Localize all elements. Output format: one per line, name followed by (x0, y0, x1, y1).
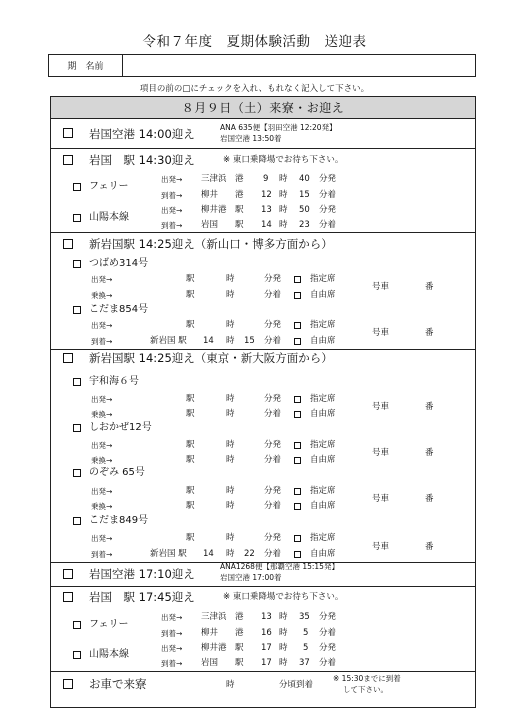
schedule-hour: 14 (261, 220, 272, 230)
schedule-fun: 分発 (319, 643, 337, 653)
car-arrival-ji: 時 (226, 680, 235, 690)
schedule-ji: 時 (279, 612, 288, 622)
schedule-kind: 出発→ (161, 175, 183, 184)
schedule-fun: 分着 (319, 658, 337, 668)
schedule-hour: 17 (261, 643, 272, 653)
schedule-ji: 時 (226, 290, 235, 300)
schedule-fun: 分着 (319, 220, 337, 230)
schedule-place: 柳井 港 (201, 628, 244, 638)
checkbox-train-shiokaze12[interactable] (73, 424, 81, 432)
station-suffix: 駅 (186, 394, 195, 404)
checkbox-reserved[interactable] (294, 535, 301, 542)
schedule-kind: 到着→ (161, 191, 183, 200)
schedule-fun: 分着 (264, 336, 282, 346)
schedule-place: 三津浜 港 (201, 612, 244, 622)
station-1430-note: ※ 東口乗降場でお待ち下さい。 (223, 155, 344, 165)
checkbox-unreserved[interactable] (294, 292, 301, 299)
schedule-kind: 出発→ (91, 487, 113, 496)
schedule-kind: 到着→ (91, 550, 113, 559)
divider (51, 586, 475, 587)
instruction-text: 項目の前の□にチェックを入れ、もれなく記入して下さい。 (139, 84, 370, 94)
schedule-kind: 出発→ (91, 275, 113, 284)
checkbox-train-nozomi65[interactable] (73, 469, 81, 477)
station-suffix: 駅 (186, 501, 195, 511)
station-suffix: 駅 (186, 290, 195, 300)
divider (51, 671, 475, 672)
schedule-ji: 時 (226, 501, 235, 511)
schedule-minute: 15 (244, 336, 255, 346)
schedule-ji: 時 (226, 549, 235, 559)
airport-1710-flight: ANA1268便【那覇空港 15:15発】 (220, 562, 339, 571)
schedule-fun: 分発 (264, 394, 282, 404)
reserved-label: 指定席 (310, 274, 336, 284)
schedule-hour: 13 (261, 205, 272, 215)
station-1745-note: ※ 東口乗降場でお待ち下さい。 (223, 592, 344, 602)
checkbox-unreserved[interactable] (294, 551, 301, 558)
station-suffix: 駅 (186, 533, 195, 543)
schedule-minute: 22 (244, 549, 255, 559)
schedule-ji: 時 (226, 336, 235, 346)
schedule-minute: 5 (303, 628, 309, 638)
seat-number-label: 番 (425, 448, 434, 458)
schedule-hour: 14 (203, 336, 214, 346)
car-number-label: 号車 (372, 494, 390, 504)
schedule-ji: 時 (226, 533, 235, 543)
schedule-kind: 出発→ (161, 613, 183, 622)
schedule-fun: 分発 (319, 205, 337, 215)
train-name: のぞみ 65号 (89, 467, 145, 478)
schedule-fun: 分発 (264, 533, 282, 543)
airport-1400-label: 岩国空港 14:00迎え (89, 127, 195, 141)
schedule-kind: 出発→ (91, 534, 113, 543)
seat-number-label: 番 (425, 542, 434, 552)
schedule-fun: 分着 (319, 628, 337, 638)
schedule-kind: 到着→ (161, 659, 183, 668)
unreserved-label: 自由席 (310, 336, 336, 346)
schedule-ji: 時 (226, 320, 235, 330)
schedule-place: 新岩国 駅 (150, 336, 187, 346)
checkbox-airport-1710[interactable] (63, 569, 73, 579)
checkbox-shin-iwakuni-east[interactable] (63, 353, 73, 363)
schedule-kind: 到着→ (91, 337, 113, 346)
checkbox-sanyo-1745[interactable] (73, 651, 81, 659)
unreserved-label: 自由席 (310, 455, 336, 465)
schedule-ji: 時 (279, 174, 288, 184)
train-name: こだま854号 (89, 304, 149, 315)
checkbox-ferry-1745[interactable] (73, 621, 81, 629)
schedule-hour: 13 (261, 612, 272, 622)
shin-iwakuni-east-label: 新岩国駅 14:25迎え（東京・新大阪方面から） (89, 351, 333, 365)
reserved-label: 指定席 (310, 486, 336, 496)
seat-number-label: 番 (425, 282, 434, 292)
schedule-minute: 23 (299, 220, 310, 230)
day-header: ８月９日（土）来寮・お迎え (51, 97, 475, 119)
airport-1400-arrival: 岩国空港 13:50着 (220, 134, 282, 143)
airport-1710-label: 岩国空港 17:10迎え (89, 567, 195, 581)
checkbox-airport-1400[interactable] (63, 128, 73, 138)
schedule-ji: 時 (226, 486, 235, 496)
car-number-label: 号車 (372, 328, 390, 338)
schedule-kind: 乗換→ (91, 456, 113, 465)
train-name: つばめ314号 (89, 258, 149, 269)
checkbox-unreserved[interactable] (294, 411, 301, 418)
checkbox-station-1430[interactable] (63, 155, 73, 165)
schedule-hour: 16 (261, 628, 272, 638)
car-number-label: 号車 (372, 448, 390, 458)
unreserved-label: 自由席 (310, 501, 336, 511)
schedule-minute: 15 (299, 190, 310, 200)
schedule-minute: 35 (299, 612, 310, 622)
schedule-fun: 分発 (264, 274, 282, 284)
unreserved-label: 自由席 (310, 290, 336, 300)
car-number-label: 号車 (372, 402, 390, 412)
ferry-label: フェリー (89, 181, 129, 192)
shin-iwakuni-west-label: 新岩国駅 14:25迎え（新山口・博多方面から） (89, 237, 333, 251)
checkbox-unreserved[interactable] (294, 338, 301, 345)
checkbox-train-kodama854[interactable] (73, 306, 81, 314)
car-arrival-label: お車で来寮 (89, 677, 147, 691)
checkbox-station-1745[interactable] (63, 592, 73, 602)
ferry-label: フェリー (89, 619, 129, 630)
schedule-ji: 時 (279, 658, 288, 668)
car-arrival-note-1: ※ 15:30までに到着 (333, 674, 401, 683)
schedule-minute: 50 (299, 205, 310, 215)
schedule-ji: 時 (279, 220, 288, 230)
schedule-fun: 分着 (264, 501, 282, 511)
train-name: こだま849号 (89, 515, 149, 526)
schedule-place: 柳井港 駅 (201, 643, 244, 653)
schedule-kind: 乗換→ (91, 410, 113, 419)
seat-number-label: 番 (425, 328, 434, 338)
car-arrival-note-2: して下さい。 (343, 685, 388, 694)
schedule-fun: 分発 (264, 486, 282, 496)
schedule-kind: 出発→ (161, 206, 183, 215)
station-suffix: 駅 (186, 486, 195, 496)
schedule-fun: 分発 (319, 174, 337, 184)
schedule-fun: 分着 (264, 455, 282, 465)
sanyo-label: 山陽本線 (89, 649, 129, 660)
train-name: 宇和海６号 (89, 376, 139, 387)
checkbox-train-tsubame[interactable] (73, 260, 81, 268)
checkbox-reserved[interactable] (294, 488, 301, 495)
schedule-hour: 12 (261, 190, 272, 200)
schedule-table (50, 96, 476, 708)
schedule-place: 三津浜 港 (201, 174, 244, 184)
schedule-place: 柳井港 駅 (201, 205, 244, 215)
schedule-fun: 分発 (319, 612, 337, 622)
schedule-ji: 時 (226, 409, 235, 419)
reserved-label: 指定席 (310, 440, 336, 450)
sanyo-label: 山陽本線 (89, 212, 129, 223)
checkbox-reserved[interactable] (294, 322, 301, 329)
schedule-place: 岩国 駅 (201, 658, 244, 668)
schedule-kind: 到着→ (161, 629, 183, 638)
checkbox-unreserved[interactable] (294, 457, 301, 464)
schedule-kind: 乗換→ (91, 502, 113, 511)
checkbox-shin-iwakuni-west[interactable] (63, 239, 73, 249)
car-number-label: 号車 (372, 542, 390, 552)
schedule-kind: 出発→ (91, 321, 113, 330)
schedule-kind: 出発→ (161, 644, 183, 653)
schedule-fun: 分着 (319, 190, 337, 200)
schedule-fun: 分着 (264, 290, 282, 300)
station-1745-label: 岩国 駅 17:45迎え (89, 590, 195, 604)
station-suffix: 駅 (186, 409, 195, 419)
schedule-minute: 5 (303, 643, 309, 653)
reserved-label: 指定席 (310, 320, 336, 330)
checkbox-reserved[interactable] (294, 276, 301, 283)
page-title: 令和７年度 夏期体験活動 送迎表 (142, 34, 367, 50)
name-field-row (48, 54, 476, 77)
checkbox-reserved[interactable] (294, 442, 301, 449)
schedule-hour: 17 (261, 658, 272, 668)
schedule-ji: 時 (279, 643, 288, 653)
reserved-label: 指定席 (310, 394, 336, 404)
schedule-fun: 分発 (264, 440, 282, 450)
schedule-fun: 分着 (264, 409, 282, 419)
station-suffix: 駅 (186, 320, 195, 330)
schedule-hour: 14 (203, 549, 214, 559)
car-arrival-fun: 分頃到着 (279, 680, 314, 690)
schedule-minute: 37 (299, 658, 310, 668)
divider (51, 148, 475, 149)
checkbox-train-uwakai6[interactable] (73, 378, 81, 386)
divider (51, 232, 475, 233)
schedule-kind: 出発→ (91, 395, 113, 404)
name-label: 期 名前 (49, 55, 123, 76)
station-1430-label: 岩国 駅 14:30迎え (89, 153, 195, 167)
schedule-ji: 時 (279, 205, 288, 215)
seat-number-label: 番 (425, 402, 434, 412)
station-suffix: 駅 (186, 440, 195, 450)
schedule-kind: 到着→ (161, 221, 183, 230)
checkbox-train-kodama849[interactable] (73, 517, 81, 525)
train-name: しおかぜ12号 (89, 422, 152, 433)
reserved-label: 指定席 (310, 533, 336, 543)
schedule-hour: 9 (263, 174, 269, 184)
seat-number-label: 番 (425, 494, 434, 504)
schedule-kind: 乗換→ (91, 291, 113, 300)
schedule-ji: 時 (226, 394, 235, 404)
unreserved-label: 自由席 (310, 409, 336, 419)
schedule-ji: 時 (279, 628, 288, 638)
schedule-place: 岩国 駅 (201, 220, 244, 230)
name-input-area[interactable] (123, 55, 475, 76)
divider (51, 349, 475, 350)
schedule-place: 新岩国 駅 (150, 549, 187, 559)
unreserved-label: 自由席 (310, 549, 336, 559)
schedule-place: 柳井 港 (201, 190, 244, 200)
airport-1400-flight: ANA 635便【羽田空港 12:20発】 (220, 123, 337, 132)
schedule-fun: 分発 (264, 320, 282, 330)
schedule-minute: 40 (299, 174, 310, 184)
schedule-ji: 時 (226, 274, 235, 284)
checkbox-sanyo-1430[interactable] (73, 214, 81, 222)
checkbox-reserved[interactable] (294, 396, 301, 403)
schedule-kind: 出発→ (91, 441, 113, 450)
checkbox-car-arrival[interactable] (63, 679, 73, 689)
station-suffix: 駅 (186, 455, 195, 465)
checkbox-ferry-1430[interactable] (73, 183, 81, 191)
schedule-ji: 時 (279, 190, 288, 200)
car-number-label: 号車 (372, 282, 390, 292)
schedule-ji: 時 (226, 455, 235, 465)
checkbox-unreserved[interactable] (294, 503, 301, 510)
airport-1710-arrival: 岩国空港 17:00着 (220, 573, 282, 582)
schedule-ji: 時 (226, 440, 235, 450)
schedule-fun: 分着 (264, 549, 282, 559)
station-suffix: 駅 (186, 274, 195, 284)
